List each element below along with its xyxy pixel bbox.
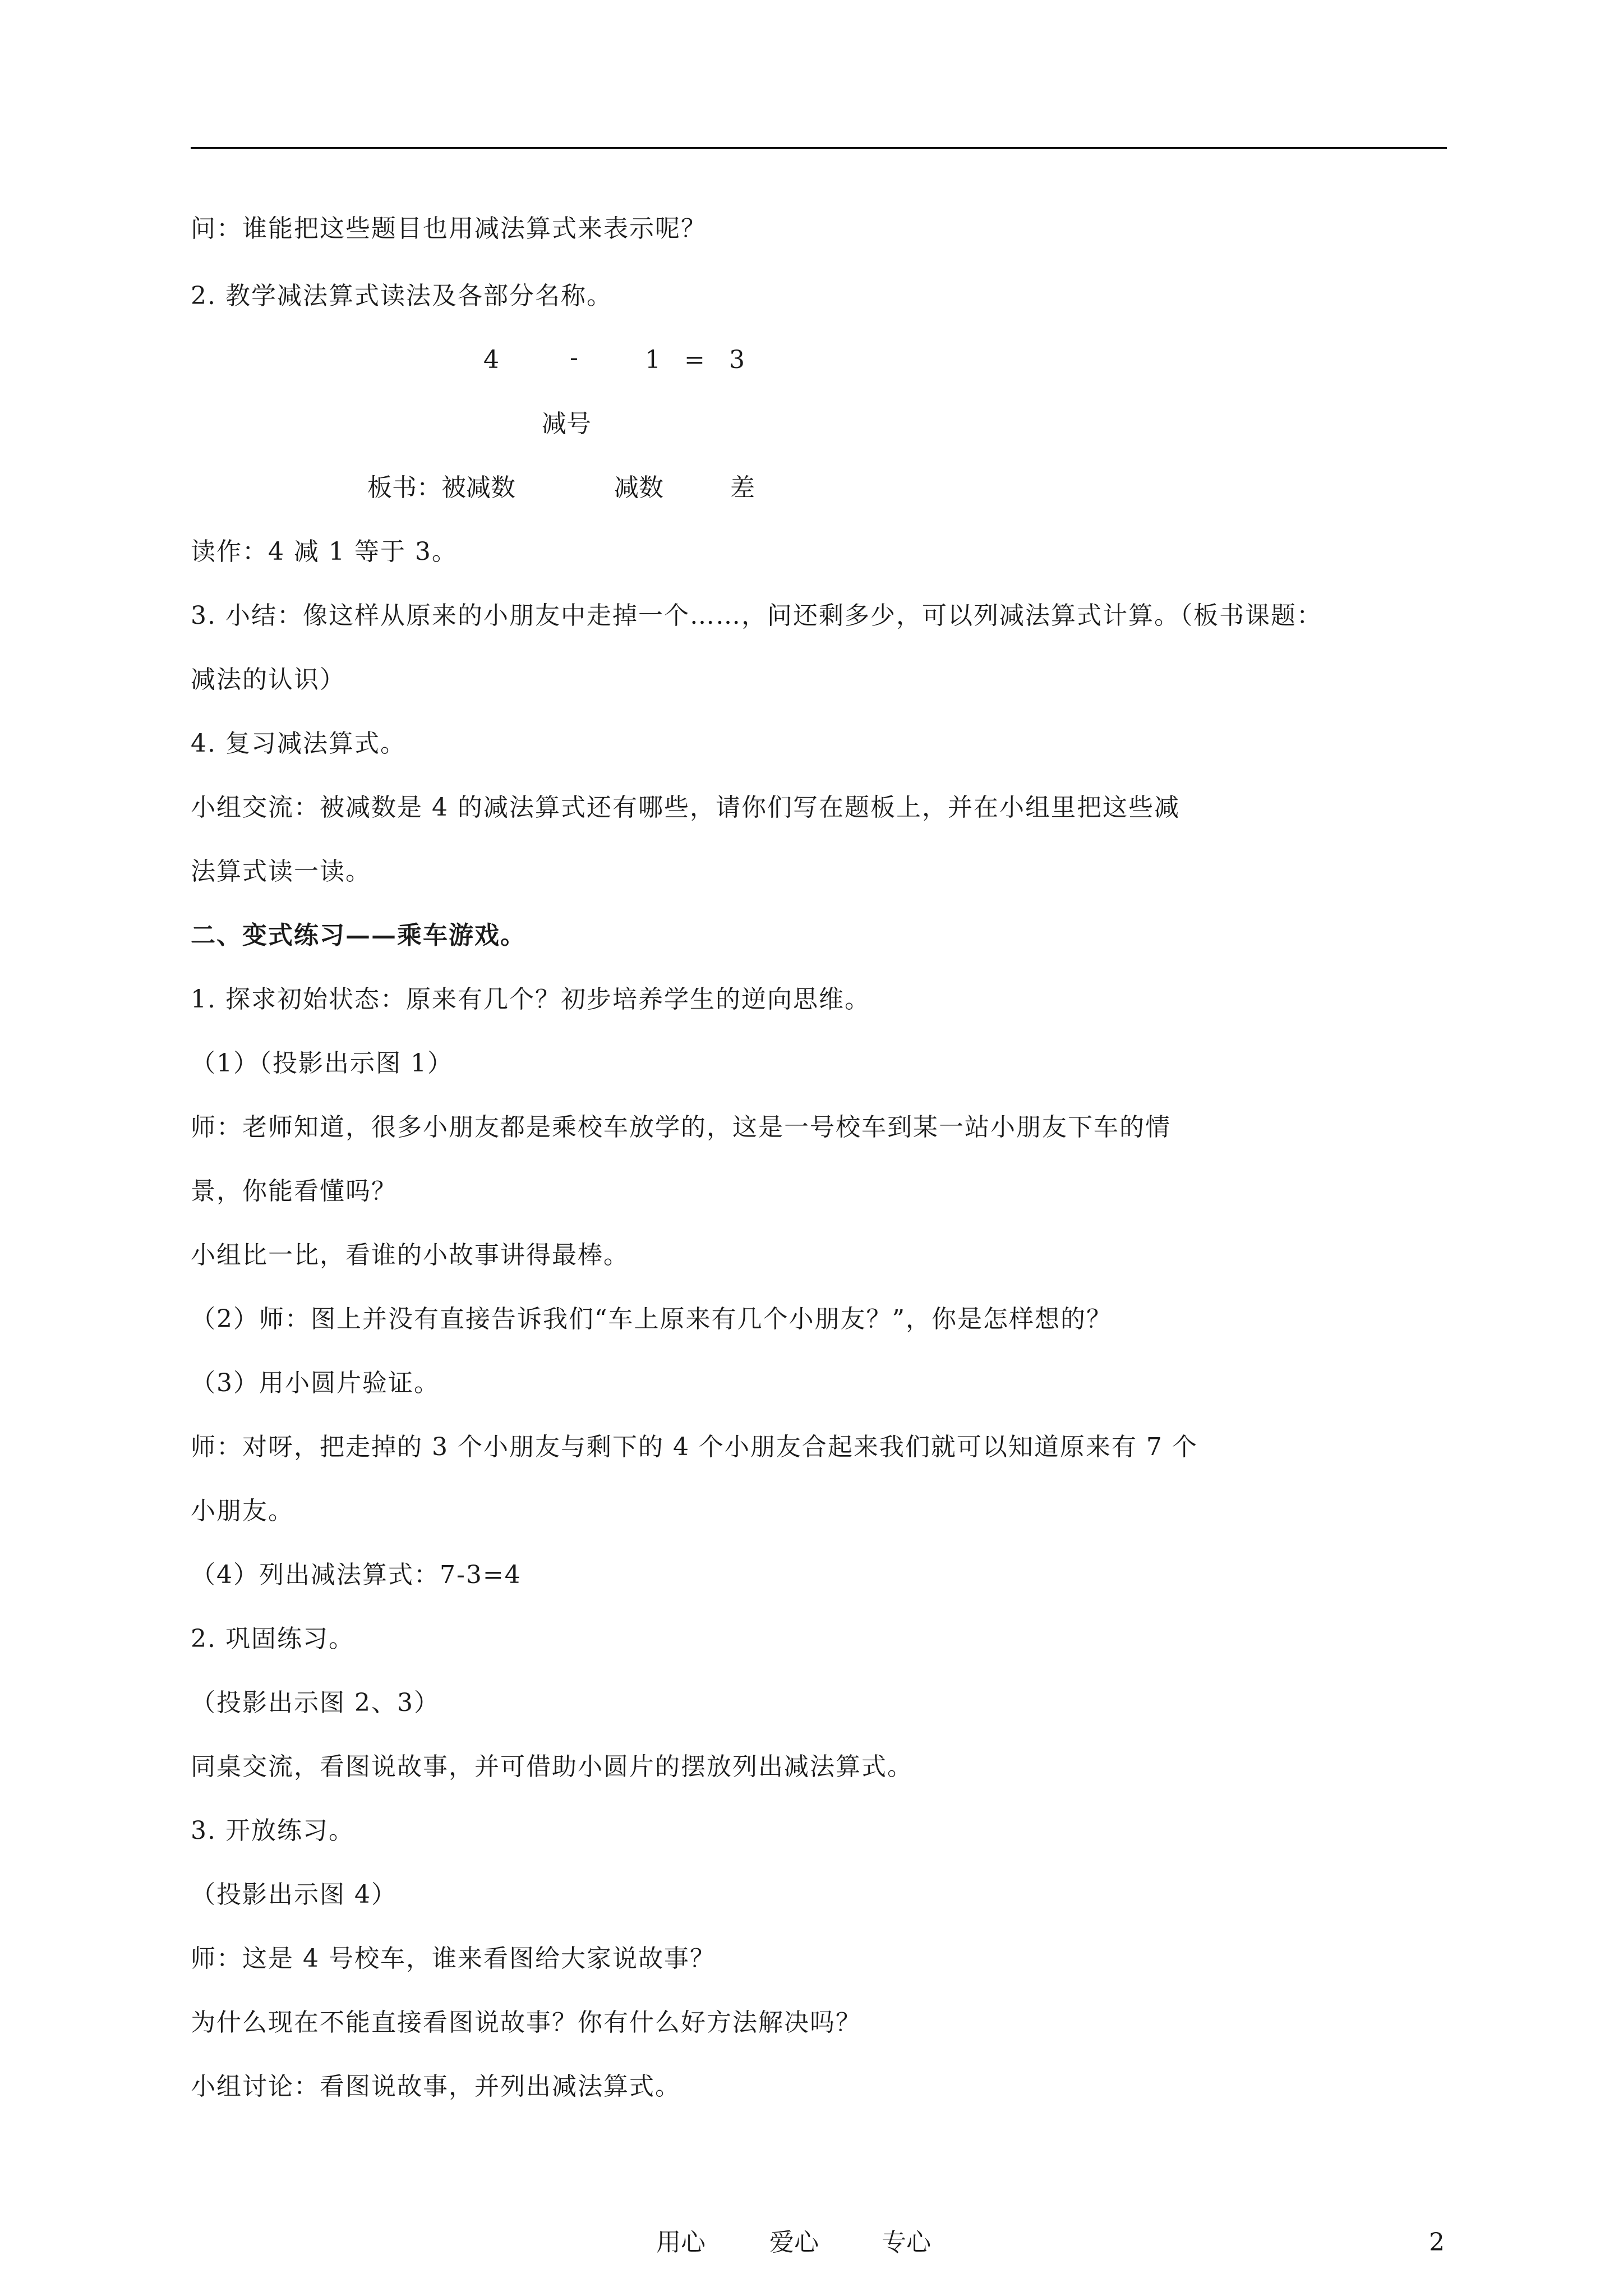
text-line: 问：谁能把这些题目也用减法算式来表示呢？ bbox=[191, 214, 707, 243]
footer-motto-1: 用心 bbox=[656, 2228, 706, 2257]
equation-minus-sign: - bbox=[570, 343, 578, 372]
header-rule bbox=[191, 147, 1447, 149]
text-line: 为什么现在不能直接看图说故事？你有什么好方法解决吗？ bbox=[191, 2008, 861, 2037]
text-line: 小组比一比，看谁的小故事讲得最棒。 bbox=[191, 1241, 629, 1269]
text-line: 2. 巩固练习。 bbox=[191, 1625, 354, 1653]
text-line: 小朋友。 bbox=[191, 1497, 294, 1525]
equation-minuend: 4 bbox=[483, 346, 499, 374]
board-label: 板书：被减数 bbox=[367, 473, 515, 502]
equation-subtrahend: 1 bbox=[645, 346, 661, 374]
footer-motto-3: 专心 bbox=[882, 2228, 931, 2257]
footer-motto-2: 爱心 bbox=[769, 2228, 819, 2257]
text-line: 3. 小结：像这样从原来的小朋友中走掉一个……，问还剩多少，可以列减法算式计算。（板书课题： bbox=[191, 601, 1322, 630]
page-number: 2 bbox=[1429, 2228, 1445, 2257]
text-line: 法算式读一读。 bbox=[191, 857, 371, 886]
text-line: 师：对呀，把走掉的 3 个小朋友与剩下的 4 个小朋友合起来我们就可以知道原来有 7 个 bbox=[191, 1433, 1198, 1461]
equation-equals-sign: = bbox=[684, 346, 705, 374]
text-line: 小组讨论：看图说故事，并列出减法算式。 bbox=[191, 2072, 681, 2101]
text-line: 减法的认识） bbox=[191, 665, 345, 694]
equation-difference: 3 bbox=[729, 346, 745, 374]
difference-label: 差 bbox=[730, 473, 755, 502]
text-line: 读作：4 减 1 等于 3。 bbox=[191, 537, 458, 566]
text-line: 4. 复习减法算式。 bbox=[191, 729, 406, 758]
text-line: （2）师：图上并没有直接告诉我们“车上原来有几个小朋友？”，你是怎样想的？ bbox=[191, 1305, 1112, 1333]
minus-sign-label: 减号 bbox=[542, 409, 591, 438]
text-line: （1）（投影出示图 1） bbox=[191, 1049, 453, 1078]
text-line: 3. 开放练习。 bbox=[191, 1816, 354, 1845]
text-line: （4）列出减法算式：7-3=4 bbox=[191, 1561, 522, 1589]
text-line: 师：这是 4 号校车，谁来看图给大家说故事？ bbox=[191, 1944, 716, 1973]
text-line: （投影出示图 4） bbox=[191, 1880, 397, 1909]
section-heading: 二、变式练习——乘车游戏。 bbox=[191, 921, 526, 950]
text-line: 同桌交流，看图说故事，并可借助小圆片的摆放列出减法算式。 bbox=[191, 1752, 913, 1781]
subtrahend-label: 减数 bbox=[614, 473, 663, 502]
text-line: 2. 教学减法算式读法及各部分名称。 bbox=[191, 282, 612, 310]
text-line: （投影出示图 2、3） bbox=[191, 1688, 440, 1717]
text-line: 师：老师知道，很多小朋友都是乘校车放学的，这是一号校车到某一站小朋友下车的情 bbox=[191, 1113, 1171, 1142]
text-line: 景，你能看懂吗？ bbox=[191, 1177, 397, 1205]
text-line: 小组交流：被减数是 4 的减法算式还有哪些，请你们写在题板上，并在小组里把这些减 bbox=[191, 793, 1180, 822]
text-line: 1. 探求初始状态：原来有几个？初步培养学生的逆向思维。 bbox=[191, 985, 870, 1014]
text-line: （3）用小圆片验证。 bbox=[191, 1369, 440, 1397]
